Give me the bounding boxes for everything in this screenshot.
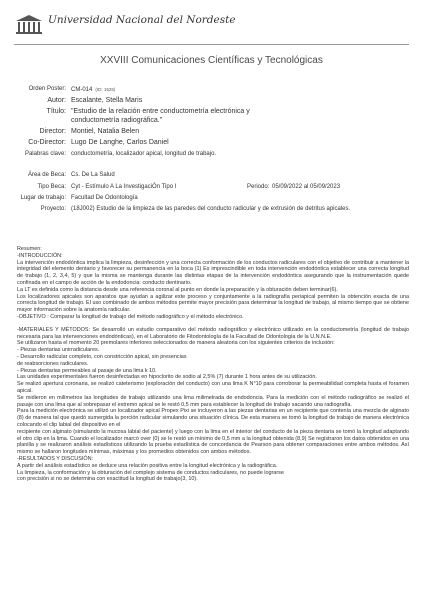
metodos-paragraph-5: Se midieron en milímetros las longitudes de trabajo utilizando una lima milimetrada de endodoncia. Para la medición con el método radiográfico se realizó el pasaje con una lima que al sobrepasar el extremo apical se le restó 0,5 mm para establecer la longitud de trabajo sacando una radiografía.: [17, 394, 409, 408]
codirector-value: Lugo De Langhe, Carlos Daniel: [71, 139, 169, 146]
periodo-label: Periodo:: [247, 184, 270, 190]
resultados-paragraph-1: A partir del análisis estadístico se deduce una relación positiva entre la longitud electrónica y la radiográfica.: [17, 462, 278, 469]
titulo-line-1: "Estudio de la relación entre conductometría electrónica y: [71, 108, 250, 115]
metodos-paragraph-1: -MATERIALES Y MÉTODOS: Se desarrolló un estudio comparativo del método radiográfico y electrónico utilizado en la conductometría (longitud de trabajo necesaria para las intervenciones endodónticas), en el Laboratorio de Fitodontología de la Facultad de Odontología de la U.N.N.E.: [17, 326, 409, 340]
objetivo-paragraph: -OBJETIVO : Comparar la longitud de trabajo del método radiográfico y el método electrónico.: [17, 313, 244, 320]
criterio-2b: de reabsorciones radiculares.: [17, 360, 89, 367]
director-label: Director:: [39, 128, 66, 135]
codirector-label: Co-Director:: [28, 139, 66, 146]
periodo-value: 05/09/2022 al 05/09/2023: [272, 184, 341, 190]
metodos-paragraph-7: recipiente con alginato (simulando la mucosa labial del paciente) y luego con la lima en el interior del conducto de la pieza dentaria se tomó la longitud adaptando el otro clip en la lima. Cuando el localizador marcó over (0) se le restó un mínimo de 0,5 mm a la longitud obtenida (8,9) Se registraron los datos obtenidos en una planilla y se realizaron análisis estadísticos utilizando la prueba estadística de concordancia de Pearson para obtener comparaciones entre ambos métodos. Así mismo se hallaron longitudes mínimas, máximas y los promedios obtenidos con ambos métodos.: [17, 428, 409, 456]
tipo-value: Cyt - Estímulo A La InvestigaciÓn Tipo I: [71, 184, 177, 190]
event-title: XXVIII Comunicaciones Científicas y Tecnológicas: [100, 55, 323, 66]
autor-label: Autor:: [47, 97, 66, 104]
area-value: Cs. De La Salud: [71, 172, 115, 178]
metodos-paragraph-6: Para la medición electrónica se utilizó un localizador apical Propex Pixi se incluyeron a las piezas dentarias en un recipiente que contenía una mezcla de alginato (8) de manera tal que quedó sumergida la porción radicular simulando una situación clínica. De esta manera se tomó la longitud de trabajo de manera electrónica colocando el clip labial del dispositivo en el: [17, 408, 409, 428]
orden-poster-value: CM-014 (ID: 1525): [71, 87, 116, 93]
resultados-heading: -RESULTADOS Y DISCUSIÓN:: [17, 455, 94, 462]
paragraph-intro-1: La intervención endodóntica implica la limpieza, desinfección y una correcta conformación de los conductos radiculares con el objetivo de contribuir a mantener la integridad del elemento dentario y favorecer su permanencia en la boca (1) Es imprescindible en toda intervención endodóntica establecer una correcta longitud de trabajo (1, 2, 3,4, 5) y que la misma se mantenga durante las distintas etapas de la intervención endodóntica asegurando que la instrumentación quede confinada en el campo de acción de la endodoncia: conducto dentinario.: [17, 259, 409, 286]
criterio-1: - Piezas dentarias unirradiculares.: [17, 347, 100, 354]
university-name: Universidad Nacional del Nordeste: [48, 14, 236, 26]
metodos-paragraph-4: Se realizó apertura coronaria, se realizó cateterismo (exploración del conducto) con una lima K N°10 para corroborar la permeabilidad completa hasta el foramen apical.: [17, 381, 409, 394]
intro-heading: -INTRODUCCIÓN:: [17, 252, 63, 259]
resumen-heading: Resumen:: [17, 246, 42, 252]
university-logo-icon: [14, 14, 44, 38]
paragraph-intro-3: Los localizadores apicales son aparatos que ayudan a agilizar este proceso y conjuntamente a la radiografía periapical permiten la obtención exacta de una correcta longitud de trabajo. El uso combinado de ambos métodos permite mayor precisión para determinar la longitud de trabajo, al mismo tiempo que se obtiene mayor información sobre la anatomía radicular.: [17, 293, 409, 314]
abstract-body: [17, 246, 409, 483]
lugar-value: Facultad De Odontología: [71, 195, 138, 201]
palabras-label: Palabras clave:: [24, 151, 66, 157]
orden-poster-label: Orden Poster:: [28, 86, 66, 92]
metodos-paragraph-2: Se utilizaron hasta el momento 20 premolares inferiores seleccionados de manera aleatoria con los siguientes criterios de inclusión:: [17, 340, 335, 347]
area-label: Área de Beca:: [27, 172, 66, 178]
titulo-line-2: conductometría radiográfica.": [71, 117, 163, 124]
proyecto-value: (18J002) Estudio de la limpieza de las paredes del conducto radicular y de extrusión de detritus apicales.: [71, 206, 351, 212]
criterio-2: - Desarrollo radicular completo, con constricción apical, sin presencias: [17, 353, 187, 360]
director-value: Montiel, Natalia Belen: [71, 128, 140, 135]
proyecto-label: Proyecto:: [40, 206, 66, 212]
criterio-3: - Piezas dentarias permeables al pasaje de una lima k 10.: [17, 367, 157, 374]
lugar-label: Lugar de trabajo:: [20, 195, 66, 201]
titulo-label: Título:: [46, 108, 66, 115]
tipo-label: Tipo Beca:: [37, 184, 66, 190]
palabras-value: conductometría, localizador apical, longitud de trabajo.: [71, 151, 217, 157]
paragraph-intro-2: La LT es definida como la distancia desde una referencia coronal al punto en donde la preparación y la obturación deben terminar(6).: [17, 286, 338, 293]
metodos-paragraph-3: Las unidades experimentales fueron desinfectadas en hipoclorito de sodio al 2,5% (7) durante 1 hora antes de su utilización.: [17, 374, 317, 381]
header-divider: [14, 44, 409, 45]
resultados-paragraph-3: con precisión si no se determina con exactitud la longitud de trabajo(3, 10).: [17, 476, 198, 483]
autor-value: Escalante, Stella Maris: [71, 97, 143, 104]
id-value: (ID: 1525): [95, 87, 116, 92]
resultados-paragraph-2: La limpieza, la conformación y la obturación del complejo sistema de conductos radiculares, no puede lograrse: [17, 469, 284, 476]
